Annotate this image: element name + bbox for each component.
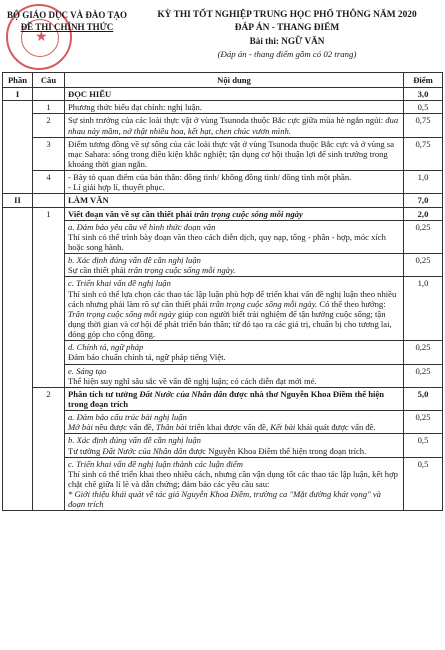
answer-key-table bbox=[2, 72, 443, 511]
section-title: ĐỌC HIỂU bbox=[65, 88, 404, 101]
exam-status: ĐỀ THI CHÍNH THỨC bbox=[20, 21, 114, 32]
section-title: LÀM VĂN bbox=[65, 194, 404, 207]
question-score: 5,0 bbox=[404, 387, 443, 410]
answer-text: Điểm tương đồng về sự sống của các loài thực vật ở vùng Tsunoda thuộc Bắc cực và ở vùng sa mạc Sahara: sống trong điều kiện khắc nghiệt; tận dụng cơ hội thuận lợi để sinh trưởng trong khoảng thời gian ngắn. bbox=[65, 137, 404, 170]
question-score: 0,5 bbox=[404, 101, 443, 114]
question-number: 1 bbox=[33, 207, 65, 387]
criterion-score: 0,25 bbox=[404, 364, 443, 387]
official-seal-icon: ★ bbox=[6, 4, 72, 70]
table-row bbox=[3, 341, 443, 364]
table-row bbox=[3, 114, 443, 137]
question-title: Viết đoạn văn về sự cần thiết phải trân trọng cuộc sống mỗi ngày bbox=[65, 207, 404, 220]
answer-key-title: ĐÁP ÁN - THANG ĐIỂM bbox=[234, 23, 340, 34]
question-score: 0,75 bbox=[404, 137, 443, 170]
question-number: 2 bbox=[33, 114, 65, 137]
section-row-doc-hieu bbox=[3, 88, 443, 101]
section-row-lam-van bbox=[3, 194, 443, 207]
criterion-score: 1,0 bbox=[404, 277, 443, 341]
exam-title: KỲ THI TỐT NGHIỆP TRUNG HỌC PHỔ THÔNG NĂM 2020 bbox=[157, 10, 417, 20]
criterion-score: 0,25 bbox=[404, 254, 443, 277]
criterion: d. Chính tả, ngữ pháp Đảm bảo chuẩn chính tả, ngữ pháp tiếng Việt. bbox=[65, 341, 404, 364]
criterion: c. Triển khai vấn đề nghị luận Thí sinh có thể lựa chọn các thao tác lập luận phù hợp để triển khai vấn đề nghị luận theo nhiều cách nhưng phải làm rõ sự cần thiết phải trân trọng cuộc sống mỗi ngày. Có thể theo hướng: Trân trọng cuộc sống mỗi ngày giúp con người biết trải nghiệm để tận hưởng cuộc sống; tận dụng thời gian và cơ hội để phát triển bản thân; từ đó tạo ra các giá trị, chuẩn bị cho tương lai, đóng góp cho cộng đồng. bbox=[65, 277, 404, 341]
criterion: b. Xác định đúng vấn đề cần nghị luận Tư tưởng Đất Nước của Nhân dân được Nguyễn Khoa Điềm thể hiện trong đoạn trích. bbox=[65, 434, 404, 457]
answer-text: Phương thức biểu đạt chính: nghị luận. bbox=[65, 101, 404, 114]
table-row bbox=[3, 220, 443, 253]
criterion-score: 0,25 bbox=[404, 220, 443, 253]
criterion-score: 0,25 bbox=[404, 411, 443, 434]
table-row bbox=[3, 137, 443, 170]
answer-text: - Bày tỏ quan điểm của bản thân: đồng tình/ không đồng tình/ đồng tình một phần. - Lí giải hợp lí, thuyết phục. bbox=[65, 171, 404, 194]
question-number: 3 bbox=[33, 137, 65, 170]
table-row bbox=[3, 171, 443, 194]
table-row bbox=[3, 457, 443, 511]
col-header-cau: Câu bbox=[33, 73, 65, 88]
col-header-diem: Điểm bbox=[404, 73, 443, 88]
criterion-score: 0,5 bbox=[404, 457, 443, 511]
criterion-score: 0,25 bbox=[404, 341, 443, 364]
question-title: Phân tích tư tưởng Đất Nước của Nhân dân được nhà thơ Nguyễn Khoa Điềm thể hiện trong đoạn trích bbox=[65, 387, 404, 410]
question-number: 2 bbox=[33, 387, 65, 511]
table-row bbox=[3, 207, 443, 220]
criterion: b. Xác định đúng vấn đề cần nghị luận Sự cần thiết phải trân trọng cuộc sống mỗi ngày. bbox=[65, 254, 404, 277]
issuer-block bbox=[4, 10, 130, 32]
question-score: 2,0 bbox=[404, 207, 443, 220]
criterion: a. Đảm bảo cấu trúc bài nghị luận Mở bài nêu được vấn đề, Thân bài triển khai được vấn đề, Kết bài khái quát được vấn đề. bbox=[65, 411, 404, 434]
table-row bbox=[3, 387, 443, 410]
table-row bbox=[3, 434, 443, 457]
col-header-phan: Phần bbox=[3, 73, 33, 88]
question-score: 0,75 bbox=[404, 114, 443, 137]
section-number: II bbox=[3, 194, 33, 207]
page-count-note: (Đáp án - thang điểm gồm có 02 trang) bbox=[217, 49, 357, 60]
table-row bbox=[3, 411, 443, 434]
table-row bbox=[3, 364, 443, 387]
table-header-row bbox=[3, 73, 443, 88]
ministry-name: BỘ GIÁO DỤC VÀ ĐÀO TẠO bbox=[7, 10, 127, 20]
table-row bbox=[3, 254, 443, 277]
criterion: c. Triển khai vấn đề nghị luận thành các luận điểm Thí sinh có thể triển khai theo nhiều cách, nhưng cần vận dụng tốt các thao tác lập luận, kết hợp chặt chẽ giữa lí lẽ và dẫn chứng; đảm bảo các yêu cầu sau: * Giới thiệu khái quát về tác giả Nguyễn Khoa Điềm, trường ca "Mặt đường khát vọng" và đoạn trích bbox=[65, 457, 404, 511]
criterion: e. Sáng tạo Thể hiện suy nghĩ sâu sắc về vấn đề nghị luận; có cách diễn đạt mới mẻ. bbox=[65, 364, 404, 387]
document-header bbox=[0, 0, 445, 72]
title-block bbox=[132, 10, 442, 59]
question-number: 4 bbox=[33, 171, 65, 194]
subject-title: Bài thi: NGỮ VĂN bbox=[249, 36, 325, 47]
question-number: 1 bbox=[33, 101, 65, 114]
col-header-noidung: Nội dung bbox=[65, 73, 404, 88]
section-number: I bbox=[3, 88, 33, 101]
question-score: 1,0 bbox=[404, 171, 443, 194]
section-score: 7,0 bbox=[404, 194, 443, 207]
criterion: a. Đảm bảo yêu cầu về hình thức đoạn văn Thí sinh có thể trình bày đoạn văn theo cách diễn dịch, quy nạp, tổng - phân - hợp, móc xích hoặc song hành. bbox=[65, 220, 404, 253]
table-row bbox=[3, 101, 443, 114]
section-score: 3,0 bbox=[404, 88, 443, 101]
criterion-score: 0,5 bbox=[404, 434, 443, 457]
answer-text: Sự sinh trưởng của các loài thực vật ở vùng Tsunoda thuộc Bắc cực giữa mùa hè ngắn ngủi: đua nhau nảy mầm, nở thật nhiều hoa, kết hạt, chen chúc vươn mình. bbox=[65, 114, 404, 137]
table-row bbox=[3, 277, 443, 341]
